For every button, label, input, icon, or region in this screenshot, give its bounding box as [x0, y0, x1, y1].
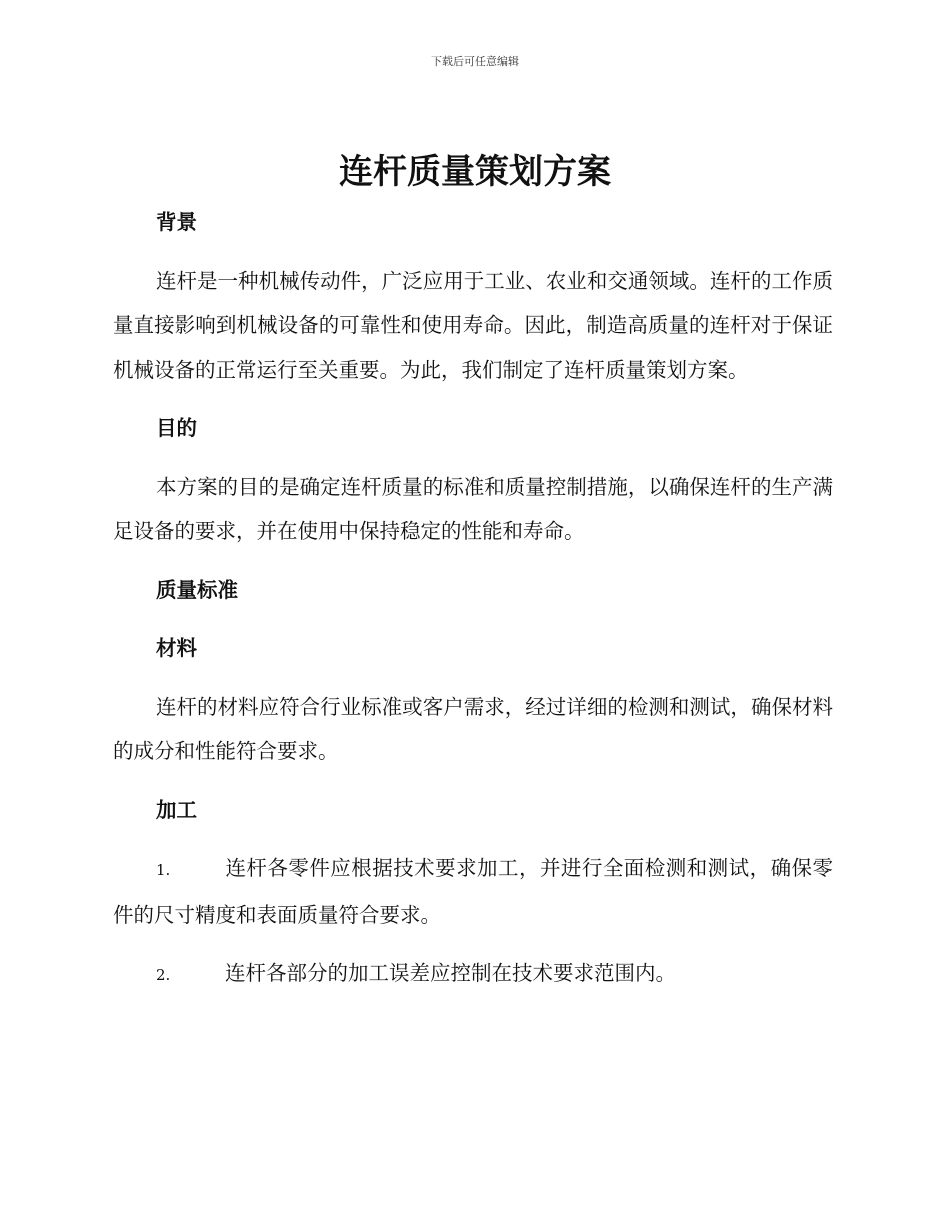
page-header-note: 下载后可任意编辑 — [431, 55, 519, 68]
section-text-purpose: 本方案的目的是确定连杆质量的标准和质量控制措施，以确保连杆的生产满足设备的要求，并在使用中保持稳定的性能和寿命。 — [113, 474, 833, 543]
list-item-text: 连杆各零件应根据技术要求加工，并进行全面检测和测试，确保零件的尺寸精度和表面质量符合要求。 — [113, 856, 833, 927]
document-title: 连杆质量策划方案 — [339, 152, 611, 192]
section-heading-purpose: 目的 — [156, 416, 197, 440]
list-item — [113, 846, 833, 937]
document-body — [113, 200, 833, 1012]
list-item-number: 2. — [156, 966, 171, 984]
section-text-material: 连杆的材料应符合行业标准或客户需求，经过详细的检测和测试，确保材料的成分和性能符合要求。 — [113, 694, 833, 763]
section-text-background: 连杆是一种机械传动件，广泛应用于工业、农业和交通领域。连杆的工作质量直接影响到机械设备的可靠性和使用寿命。因此，制造高质量的连杆对于保证机械设备的正常运行至关重要。为此，我们制定了连杆质量策划方案。 — [113, 268, 833, 382]
list-item-number: 1. — [156, 861, 171, 879]
list-item-text: 连杆各部分的加工误差应控制在技术要求范围内。 — [225, 961, 676, 985]
section-heading-material: 材料 — [156, 636, 197, 660]
section-heading-quality-standard: 质量标准 — [156, 577, 238, 602]
section-heading-processing: 加工 — [156, 797, 197, 822]
list-item — [113, 951, 833, 998]
section-heading-background: 背景 — [156, 210, 197, 234]
